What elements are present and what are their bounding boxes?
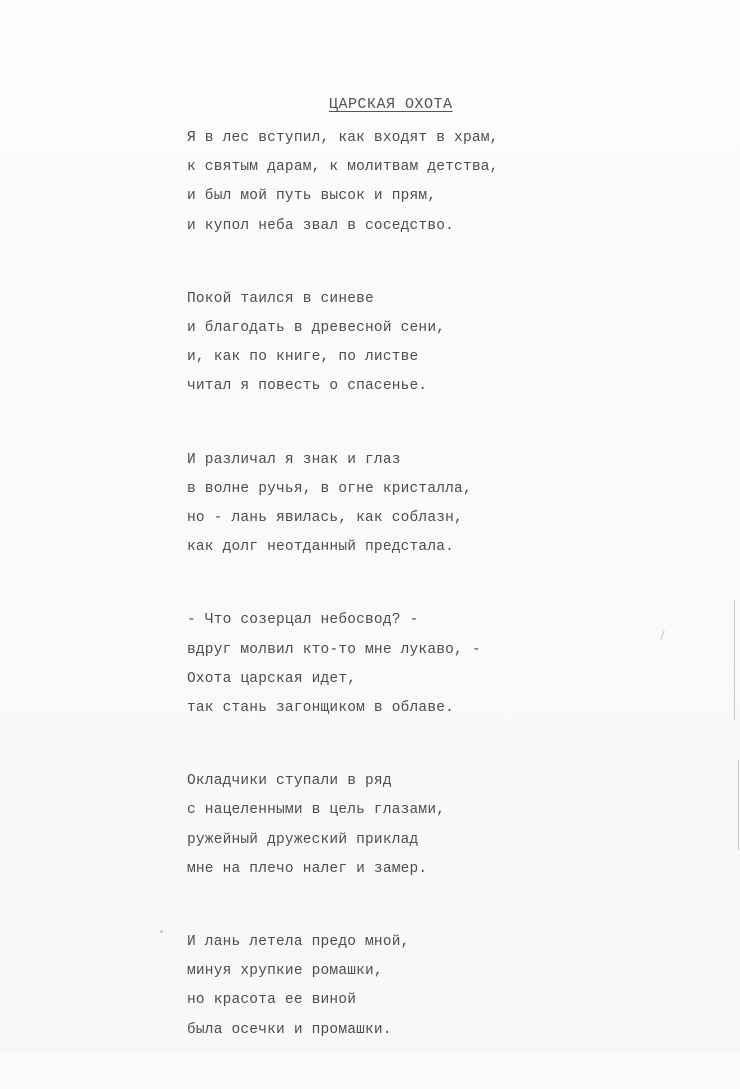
poem-line: и купол неба звал в соседство.: [187, 217, 455, 234]
poem-line: с нацеленными в цель глазами,: [187, 802, 446, 819]
stanza-2: [187, 285, 547, 402]
poem-line: но - лань явилась, как соблазн,: [187, 510, 463, 527]
poem-line: но красота ее виной: [187, 992, 357, 1009]
poem-line: была осечки и промашки.: [187, 1021, 392, 1038]
poem-line: минуя хрупкие ромашки,: [187, 963, 383, 980]
stanza-1: [187, 124, 547, 241]
poem-title: ЦАРСКАЯ ОХОТА: [329, 96, 453, 113]
poem-line: мне на плечо налег и замер.: [187, 860, 428, 877]
poem-line: и, как по книге, по листве: [187, 349, 419, 366]
poem-line: Я в лес вступил, как входят в храм,: [187, 130, 499, 146]
poem-line: к святым дарам, к молитвам детства,: [187, 159, 499, 176]
poem-line: так стань загонщиком в облаве.: [187, 700, 455, 717]
poem-line: читал я повесть о спасенье.: [187, 378, 428, 395]
scan-mark: [734, 600, 735, 720]
poem-line: - Что созерцал небосвод? -: [187, 612, 419, 629]
stanza-3: [187, 446, 547, 563]
scan-mark: [160, 930, 163, 933]
stanza-6: [187, 928, 547, 1045]
poem-line: Охота царская идет,: [187, 670, 357, 687]
poem-body: [187, 124, 547, 1089]
poem-line: ружейный дружеский приклад: [187, 831, 419, 848]
scan-mark: [660, 630, 664, 640]
poem-line: И различал я знак и глаз: [187, 451, 401, 468]
poem-line: и был мой путь высок и прям,: [187, 188, 437, 205]
poem-line: в волне ручья, в огне кристалла,: [187, 480, 472, 497]
poem-line: как долг неотданный предстала.: [187, 539, 455, 556]
scan-mark: [738, 760, 739, 850]
poem-line: И лань летела предо мной,: [187, 934, 410, 951]
stanza-4: [187, 606, 547, 723]
poem-line: и благодать в древесной сени,: [187, 320, 446, 337]
poem-line: вдруг молвил кто-то мне лукаво, -: [187, 641, 481, 658]
poem-line: Окладчики ступали в ряд: [187, 773, 392, 790]
stanza-5: [187, 767, 547, 884]
poem-line: Покой таился в синеве: [187, 290, 374, 307]
